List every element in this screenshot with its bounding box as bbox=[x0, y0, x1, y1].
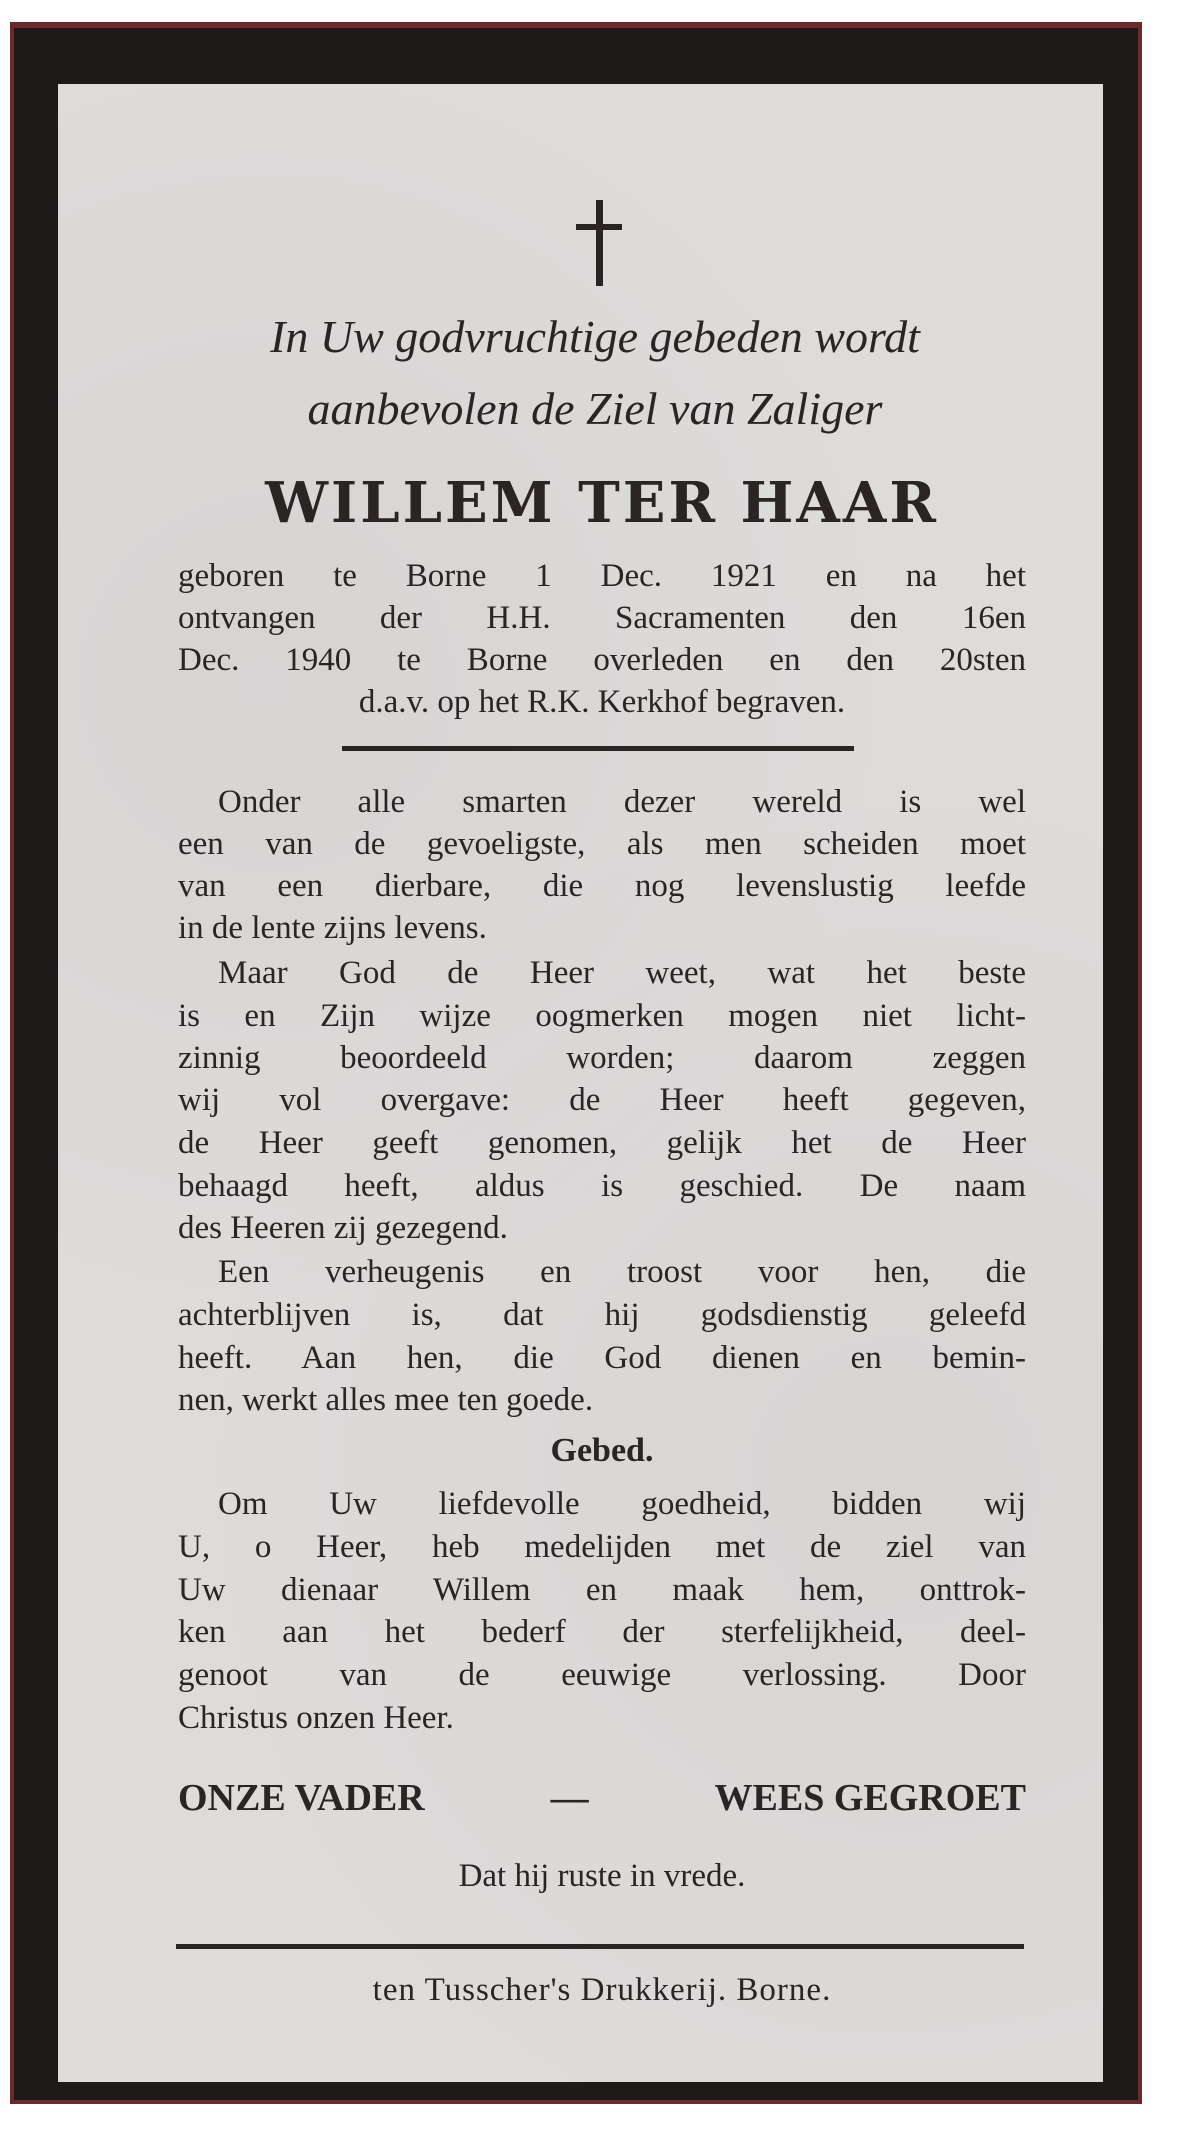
paragraph2-line-5: de Heer geeft genomen, gelijk het de Heer bbox=[178, 1125, 1026, 1161]
prayers-dash: — bbox=[550, 1777, 589, 1819]
divider-long bbox=[176, 1944, 1024, 1949]
paragraph2-line-7: des Heeren zij gezegend. bbox=[178, 1210, 508, 1246]
paragraph3-line-1: Een verheugenis en troost voor hen, die bbox=[218, 1254, 1026, 1290]
printer-credit: ten Tusscher's Drukkerij. Borne. bbox=[372, 1972, 832, 2008]
paragraph1-line-1: Onder alle smarten dezer wereld is wel bbox=[218, 784, 1026, 820]
paragraph3-line-2: achterblijven is, dat hij godsdienstig geleefd bbox=[178, 1297, 1026, 1333]
bio-line-3: Dec. 1940 te Borne overleden en den 20sten bbox=[178, 642, 1026, 678]
prayers-line bbox=[178, 1776, 1026, 1820]
prayer-our-father: ONZE VADER bbox=[178, 1777, 425, 1819]
paragraph2-line-1: Maar God de Heer weet, wat het beste bbox=[218, 955, 1026, 991]
paragraph2-line-4: wij vol overgave: de Heer heeft gegeven, bbox=[178, 1082, 1026, 1118]
deceased-name: WILLEM TER HAAR bbox=[265, 470, 939, 536]
prayer-line-4: ken aan het bederf der sterfelijkheid, deel- bbox=[178, 1614, 1026, 1650]
paragraph1-line-4: in de lente zijns levens. bbox=[178, 910, 487, 946]
prayer-line-3: Uw dienaar Willem en maak hem, onttrok- bbox=[178, 1572, 1026, 1608]
paragraph2-line-3: zinnig beoordeeld worden; daarom zeggen bbox=[178, 1040, 1026, 1076]
divider-short bbox=[342, 746, 854, 751]
closing-line: Dat hij ruste in vrede. bbox=[458, 1858, 746, 1894]
paragraph3-line-4: nen, werkt alles mee ten goede. bbox=[178, 1382, 594, 1418]
paragraph3-line-3: heeft. Aan hen, die God dienen en bemin- bbox=[178, 1340, 1026, 1376]
intro-line-2: aanbevolen de Ziel van Zaliger bbox=[307, 383, 883, 434]
bio-line-4: d.a.v. op het R.K. Kerkhof begraven. bbox=[358, 684, 846, 720]
bio-line-1: geboren te Borne 1 Dec. 1921 en na het bbox=[178, 558, 1026, 594]
prayer-line-2: U, o Heer, heb medelijden met de ziel van bbox=[178, 1529, 1026, 1565]
cross-icon bbox=[576, 200, 622, 286]
prayer-line-6: Christus onzen Heer. bbox=[178, 1700, 454, 1736]
paragraph1-line-2: een van de gevoeligste, als men scheiden moet bbox=[178, 826, 1026, 862]
paragraph2-line-6: behaagd heeft, aldus is geschied. De naam bbox=[178, 1168, 1026, 1204]
bio-line-2: ontvangen der H.H. Sacramenten den 16en bbox=[178, 600, 1026, 636]
prayer-line-5: genoot van de eeuwige verlossing. Door bbox=[178, 1657, 1026, 1693]
intro-line-1: In Uw godvruchtige gebeden wordt bbox=[270, 311, 920, 362]
prayer-line-1: Om Uw liefdevolle goedheid, bidden wij bbox=[218, 1486, 1026, 1522]
paragraph1-line-3: van een dierbare, die nog levenslustig leefde bbox=[178, 868, 1026, 904]
prayer-hail-mary: WEES GEGROET bbox=[714, 1777, 1026, 1819]
paragraph2-line-2: is en Zijn wijze oogmerken mogen niet licht- bbox=[178, 998, 1026, 1034]
prayer-heading: Gebed. bbox=[550, 1432, 654, 1469]
